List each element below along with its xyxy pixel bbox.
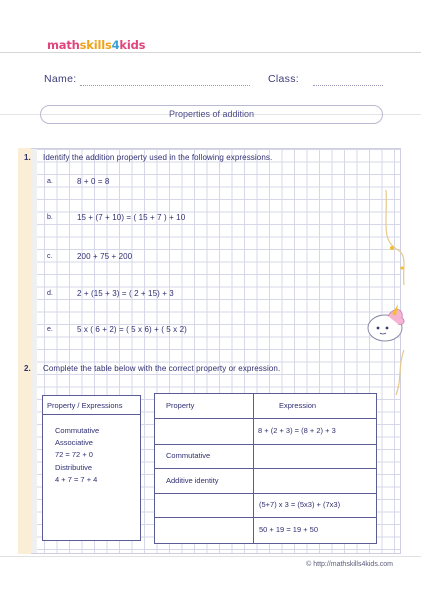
q1-item-label: e. — [47, 326, 53, 333]
brand-logo — [47, 38, 145, 52]
word-bank-item: Distributive — [55, 463, 93, 472]
class-field[interactable] — [313, 84, 383, 86]
brand-part-3: 4 — [111, 38, 120, 52]
q1-item-label: c. — [47, 253, 53, 260]
header-divider — [0, 52, 421, 53]
q2-text: Complete the table below with the correct property or expression. — [43, 364, 281, 373]
table-row-divider — [154, 517, 377, 518]
unicorn-illustration — [358, 190, 408, 400]
q1-item-expression: 5 x ( 6 + 2) = ( 5 x 6) + ( 5 x 2) — [77, 325, 187, 334]
worksheet-title: Properties of addition — [40, 105, 383, 124]
brand-part-1: math — [47, 38, 80, 52]
name-label: Name: — [44, 73, 77, 85]
name-field[interactable] — [80, 84, 250, 86]
q1-item-label: a. — [47, 178, 53, 185]
table-row-divider — [154, 493, 377, 494]
brand-part-2: skills — [79, 38, 112, 52]
table-row-divider — [154, 418, 377, 419]
word-bank-divider — [42, 414, 141, 415]
q1-item-label: d. — [47, 290, 53, 297]
q1-item-expression: 200 + 75 + 200 — [77, 252, 133, 261]
table-row-divider — [154, 468, 377, 469]
table-cell-expression: 50 + 19 = 19 + 50 — [259, 525, 319, 534]
footer-url[interactable]: © http://mathskills4kids.com — [306, 561, 393, 568]
word-bank-item: Commutative — [55, 426, 100, 435]
q1-item-expression: 8 + 0 = 8 — [77, 177, 110, 186]
footer-divider — [0, 556, 421, 557]
word-bank-item: Associative — [55, 438, 93, 447]
word-bank-item: 4 + 7 = 7 + 4 — [55, 475, 98, 484]
table-cell-property: Additive identity — [166, 476, 219, 485]
table-cell-expression: (5+7) x 3 = (5x3) + (7x3) — [259, 500, 341, 509]
margin-strip — [18, 148, 31, 554]
q1-item-expression: 2 + (15 + 3) = ( 2 + 15) + 3 — [77, 289, 174, 298]
table-cell-expression: 8 + (2 + 3) = (8 + 2) + 3 — [258, 426, 336, 435]
word-bank-item: 72 = 72 + 0 — [55, 450, 93, 459]
table-header-property: Property — [166, 401, 195, 410]
table-cell-property: Commutative — [166, 451, 211, 460]
word-bank-header: Property / Expressions — [47, 401, 123, 410]
q1-text: Identify the addition property used in the following expressions. — [43, 153, 273, 162]
q1-item-label: b. — [47, 214, 53, 221]
q1-item-expression: 15 + (7 + 10) = ( 15 + 7 ) + 10 — [77, 213, 186, 222]
table-header-expression: Expression — [279, 401, 317, 410]
table-row-divider — [154, 444, 377, 445]
q1-number: 1. — [24, 153, 31, 162]
class-label: Class: — [268, 73, 299, 85]
brand-part-4: kids — [119, 38, 146, 52]
q2-number: 2. — [24, 364, 31, 373]
